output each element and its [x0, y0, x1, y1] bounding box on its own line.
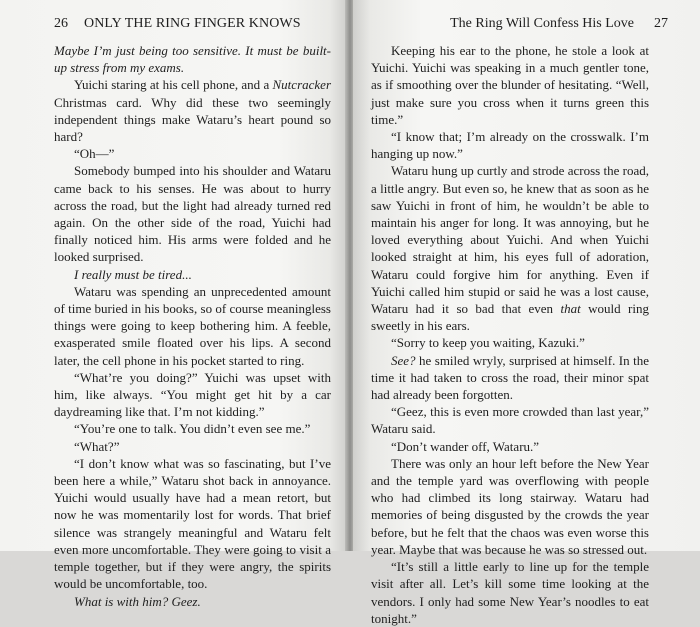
- paragraph: Keeping his ear to the phone, he stole a look at Yuichi. Yuichi was speaking in a much gentler tone, as if smoothing over the blunder of hesitating. “Well, just make sure you cross when it turns green this time.”: [371, 43, 649, 127]
- running-title-left: ONLY THE RING FINGER KNOWS: [84, 16, 301, 31]
- paragraph: “You’re one to talk. You didn’t even see me.”: [74, 421, 311, 437]
- italic-text: See?: [391, 352, 416, 368]
- right-page-text: [371, 42, 649, 627]
- italic-text: that: [560, 301, 581, 317]
- left-page-header: [54, 14, 337, 34]
- paragraph: “Geez, this is even more crowded than last year,” Wataru said.: [371, 404, 649, 437]
- paragraph: “Don’t wander off, Wataru.”: [391, 438, 540, 454]
- paragraph: Somebody bumped into his shoulder and Wataru came back to his senses. He was about to hurry across the road, but the light had already turned red again. On the other side of the road, Yuichi had finally noticed him. His arms were folded and he looked surprised.: [54, 163, 331, 265]
- paragraph: [54, 593, 331, 610]
- left-page: [0, 0, 347, 609]
- page-number-right: 27: [654, 16, 668, 31]
- right-page-header: [365, 14, 688, 34]
- paragraph: Yuichi staring at his cell phone, and a Nutcracker Christmas card. Why did these two seemingly independent things make Wataru’s heart pound so hard?: [54, 77, 331, 145]
- left-page-text: [54, 42, 331, 610]
- paragraph: Wataru was spending an unprecedented amount of time buried in his books, so of course meaningless things were going to keep bothering him. A feeble, exasperated smile floated over his lips. A second later, the cell phone in his pocket started to ring.: [54, 283, 331, 368]
- paragraph: There was only an hour left before the New Year and the temple yard was overflowing with people who had climbed its long stairway. Wataru had memories of being disgusted by the crowds the year before, but he felt that the chaos was even worse this year. Maybe that was because he was so stressed out.: [371, 455, 649, 557]
- paragraph: “I don’t know what was so fascinating, but I’ve been here a while,” Wataru shot back in annoyance. Yuichi would usually have had a mean retort, but now he was momentarily lost for words. That brief silence was strangely meaningful and Wataru felt even more uncomfortable. They were going to visit a temple together, but if they were angry, the spirits would be uncomfortable, too.: [54, 455, 331, 592]
- paragraph: “What’re you doing?” Yuichi was upset with him, like always. “You might get hit by a car daydreaming like that. I’m not kidding.”: [54, 369, 331, 420]
- italic-text: Maybe I’m just being too sensitive. It must be built-up stress from my exams.: [54, 43, 331, 76]
- paragraph: “It’s still a little early to line up for the temple visit after all. Let’s kill some time looking at the vendors. I only had some New Year’s noodles to eat tonight.”: [371, 559, 649, 626]
- paragraph: [54, 266, 331, 283]
- italic-text: What is with him? Geez.: [74, 593, 201, 609]
- paragraph: “I know that; I’m already on the crosswalk. I’m hanging up now.”: [371, 129, 649, 162]
- italic-text: Nutcracker: [272, 77, 331, 93]
- right-page: [353, 0, 700, 626]
- paragraph: “Oh—”: [74, 146, 115, 162]
- paragraph: Wataru hung up curtly and strode across the road, a little angry. But even so, he knew that as soon as he saw Yuichi in front of him, he wouldn’t be able to maintain his anger for long. It was annoying, but he loved everything about Yuichi. And when Yuichi looked straight at him, his eyes full of adoration, Wataru could forgive him for anything. Even if Yuichi called him stupid or said he was a lost cause, Wataru had it so bad that even that would ring sweetly in his ears.: [371, 163, 649, 334]
- paragraph: “Sorry to keep you waiting, Kazuki.”: [391, 335, 585, 351]
- paragraph: “What?”: [74, 438, 120, 454]
- page-number-left: 26: [54, 16, 68, 31]
- paragraph: See? he smiled wryly, surprised at himself. In the time it had taken to cross the road, their minor spat had already been forgotten.: [371, 352, 649, 403]
- italic-text: I really must be tired...: [74, 266, 192, 282]
- running-title-right: The Ring Will Confess His Love: [450, 16, 634, 31]
- paragraph: [54, 42, 331, 76]
